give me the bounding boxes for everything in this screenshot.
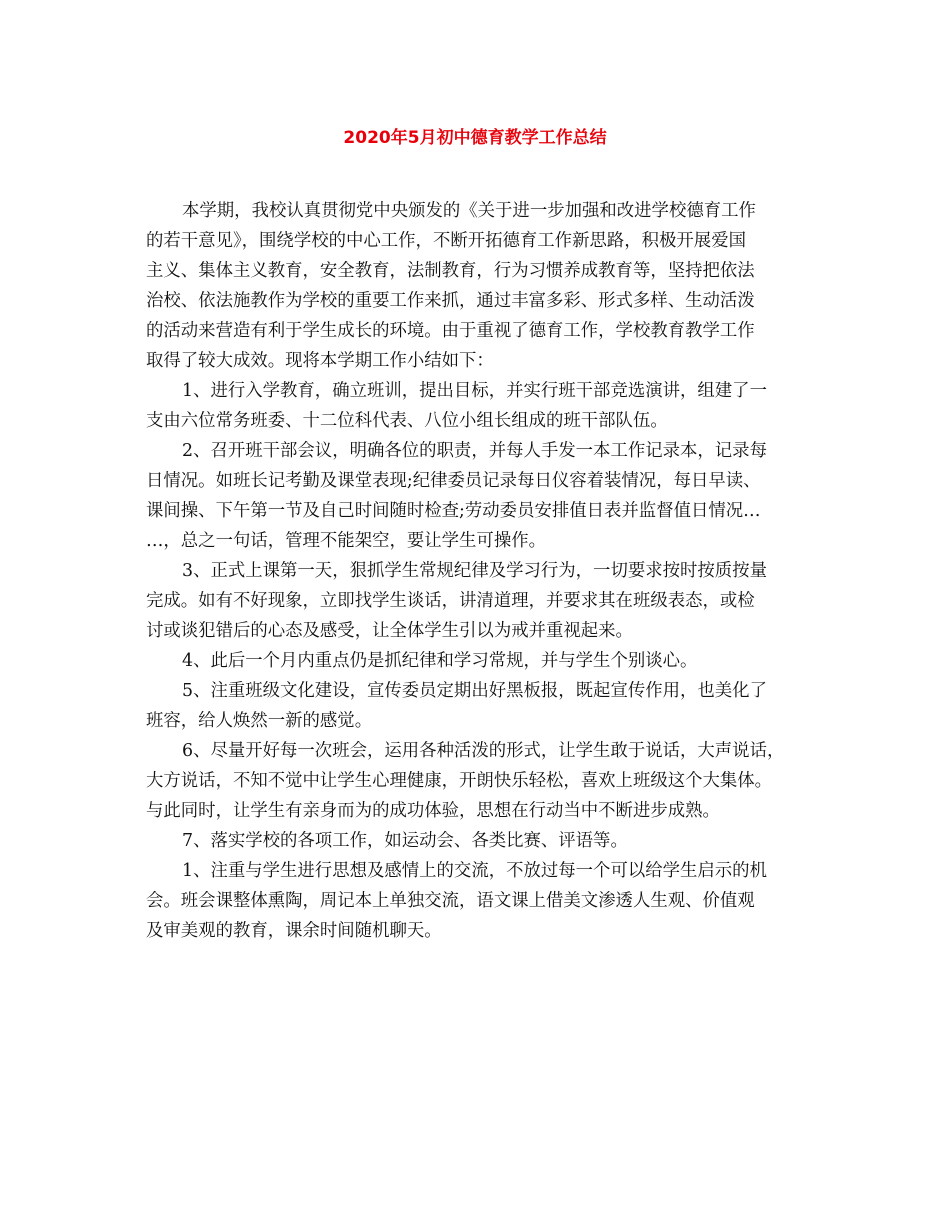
paragraph-line: 与此同时，让学生有亲身而为的成功体验，思想在行动当中不断进步成熟。 bbox=[146, 801, 720, 821]
paragraph-line: 4、此后一个月内重点仍是抓纪律和学习常规，并与学生个别谈心。 bbox=[182, 651, 698, 671]
paragraph-line: 的若干意见》，围绕学校的中心工作，不断开拓德育工作新思路，积极开展爱国 bbox=[146, 231, 746, 251]
document-title: 2020年5月初中德育教学工作总结 bbox=[343, 128, 607, 148]
paragraph-line: 日情况。如班长记考勤及课堂表现;纪律委员记录每日仪容着装情况，每日早读、 bbox=[146, 471, 761, 491]
paragraph-line: 取得了较大成效。现将本学期工作小结如下： bbox=[146, 351, 494, 371]
paragraph-line: 及审美观的教育，课余时间随机聊天。 bbox=[146, 921, 442, 941]
paragraph-line: 大方说话，不知不觉中让学生心理健康，开朗快乐轻松，喜欢上班级这个大集体。 bbox=[146, 771, 773, 791]
paragraph-line: 班容，给人焕然一新的感觉。 bbox=[146, 711, 373, 731]
paragraph-line: 主义、集体主义教育，安全教育，法制教育，行为习惯养成教育等，坚持把依法 bbox=[146, 261, 755, 281]
paragraph-line: 5、注重班级文化建设，宣传委员定期出好黑板报，既起宣传作用，也美化了 bbox=[182, 681, 767, 701]
paragraph-line: …，总之一句话，管理不能架空，要让学生可操作。 bbox=[146, 531, 546, 551]
paragraph-line: 1、进行入学教育，确立班训，提出目标，并实行班干部竞选演讲，组建了一 bbox=[182, 381, 767, 401]
paragraph-line: 7、落实学校的各项工作，如运动会、各类比赛、评语等。 bbox=[182, 831, 628, 851]
paragraph-line: 完成。如有不好现象，立即找学生谈话，讲清道理，并要求其在班级表态，或检 bbox=[146, 591, 755, 611]
paragraph-line: 2、召开班干部会议，明确各位的职责，并每人手发一本工作记录本，记录每 bbox=[182, 441, 767, 461]
paragraph-line: 讨或谈犯错后的心态及感受，让全体学生引以为戒并重视起来。 bbox=[146, 621, 633, 641]
paragraph-line: 3、正式上课第一天，狠抓学生常规纪律及学习行为，一切要求按时按质按量 bbox=[182, 561, 767, 581]
paragraph-line: 6、尽量开好每一次班会，运用各种活泼的形式，让学生敢于说话，大声说话， bbox=[182, 741, 785, 761]
paragraph-line: 的活动来营造有利于学生成长的环境。由于重视了德育工作，学校教育教学工作 bbox=[146, 321, 755, 341]
paragraph-line: 支由六位常务班委、十二位科代表、八位小组长组成的班干部队伍。 bbox=[146, 411, 668, 431]
paragraph-line: 本学期，我校认真贯彻党中央颁发的《关于进一步加强和改进学校德育工作 bbox=[182, 201, 756, 221]
paragraph-line: 1、注重与学生进行思想及感情上的交流，不放过每一个可以给学生启示的机 bbox=[182, 861, 767, 881]
paragraph-line: 会。班会课整体熏陶，周记本上单独交流，语文课上借美文渗透人生观、价值观 bbox=[146, 891, 755, 911]
paragraph-line: 课间操、下午第一节及自己时间随时检查;劳动委员安排值日表并监督值日情况… bbox=[146, 501, 761, 521]
paragraph-line: 治校、依法施教作为学校的重要工作来抓，通过丰富多彩、形式多样、生动活泼 bbox=[146, 291, 755, 311]
